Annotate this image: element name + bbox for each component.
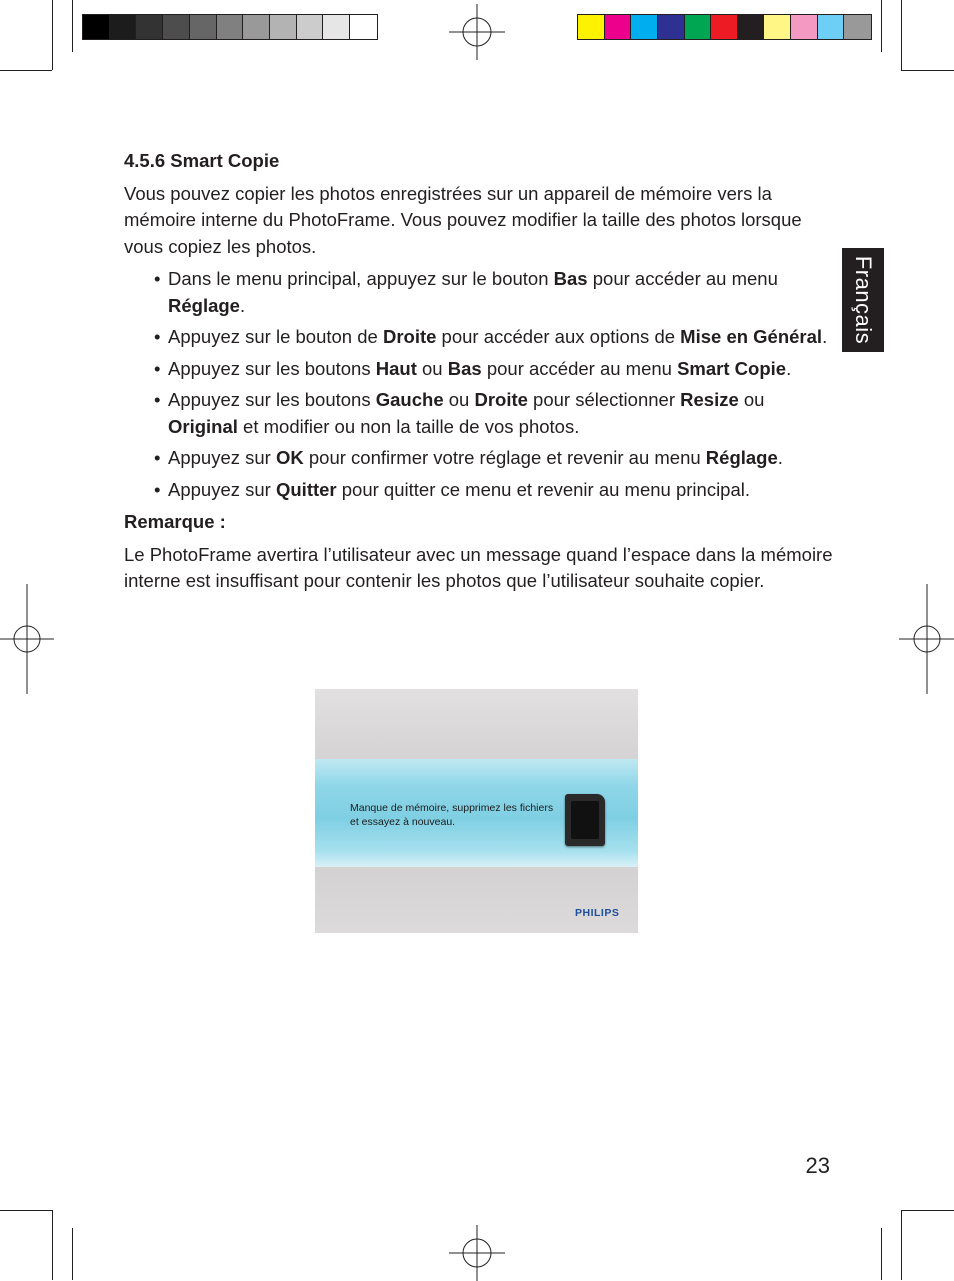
gray-bar-swatch xyxy=(217,15,244,39)
gray-bar-swatch xyxy=(243,15,270,39)
color-bar-swatch xyxy=(711,15,738,39)
registration-mark-top xyxy=(449,4,505,60)
bullet-icon: • xyxy=(154,268,161,289)
memory-warning-message: Manque de mémoire, supprimez les fichiers et essayez à nouveau. xyxy=(350,802,554,828)
bullet-icon: • xyxy=(154,447,161,468)
gray-bar-swatch xyxy=(136,15,163,39)
color-bar-swatch xyxy=(818,15,845,39)
section-heading: 4.5.6 Smart Copie xyxy=(124,150,280,171)
instruction-list xyxy=(124,266,834,503)
gray-bar-swatch xyxy=(323,15,350,39)
gray-bar-swatch xyxy=(270,15,297,39)
language-tab xyxy=(842,248,884,352)
registration-mark-left xyxy=(0,584,56,694)
color-bar-swatch xyxy=(605,15,632,39)
language-tab-label: Français xyxy=(851,255,877,345)
color-bar-swatch xyxy=(685,15,712,39)
gray-bar-swatch xyxy=(190,15,217,39)
list-item: • Appuyez sur le bouton de Droite pour accéder aux options de Mise en Général. xyxy=(124,324,834,351)
registration-mark-right xyxy=(899,584,954,694)
intro-paragraph: Vous pouvez copier les photos enregistrées sur un appareil de mémoire vers la mémoire interne du PhotoFrame. Vous pouvez modifier la taille des photos lorsque vous copiez les photos. xyxy=(124,182,802,257)
color-bar-swatch xyxy=(738,15,765,39)
gray-bar-swatch xyxy=(83,15,110,39)
bullet-icon: • xyxy=(154,357,161,379)
registration-mark-bottom xyxy=(449,1225,505,1281)
philips-logo: PHILIPS xyxy=(575,907,620,919)
bullet-icon: • xyxy=(154,326,161,347)
bullet-icon: • xyxy=(154,389,161,410)
bullet-icon: • xyxy=(154,478,161,500)
list-item: • Dans le menu principal, appuyez sur le bouton Bas pour accéder au menu Réglage. xyxy=(154,268,778,316)
gray-bar-swatch xyxy=(110,15,137,39)
gray-bar-swatch xyxy=(297,15,324,39)
sd-card-icon xyxy=(565,794,605,846)
color-bar-swatch xyxy=(791,15,818,39)
grayscale-bar xyxy=(82,14,378,40)
note-title: Remarque : xyxy=(124,511,226,532)
note-paragraph: Le PhotoFrame avertira l’utilisateur avec un message quand l’espace dans la mémoire interne est insuffisant pour contenir les photos que l’utilisateur souhaite copier. xyxy=(124,543,833,591)
device-screenshot xyxy=(315,689,638,933)
color-bar-swatch xyxy=(658,15,685,39)
list-item: • Appuyez sur Quitter pour quitter ce menu et revenir au menu principal. xyxy=(124,477,834,504)
main-content xyxy=(124,148,834,601)
color-bar xyxy=(577,14,872,40)
page-number: 23 xyxy=(805,1153,830,1178)
gray-bar-swatch xyxy=(163,15,190,39)
list-item: • Appuyez sur OK pour confirmer votre réglage et revenir au menu Réglage. xyxy=(124,445,834,472)
color-bar-swatch xyxy=(764,15,791,39)
color-bar-swatch xyxy=(578,15,605,39)
gray-bar-swatch xyxy=(350,15,377,39)
color-bar-swatch xyxy=(631,15,658,39)
color-bar-swatch xyxy=(844,15,871,39)
list-item: • Appuyez sur les boutons Haut ou Bas pour accéder au menu Smart Copie. xyxy=(124,356,834,383)
list-item: • Appuyez sur les boutons Gauche ou Droite pour sélectionner Resize ou Original et modifier ou non la taille de vos photos. xyxy=(154,389,765,437)
